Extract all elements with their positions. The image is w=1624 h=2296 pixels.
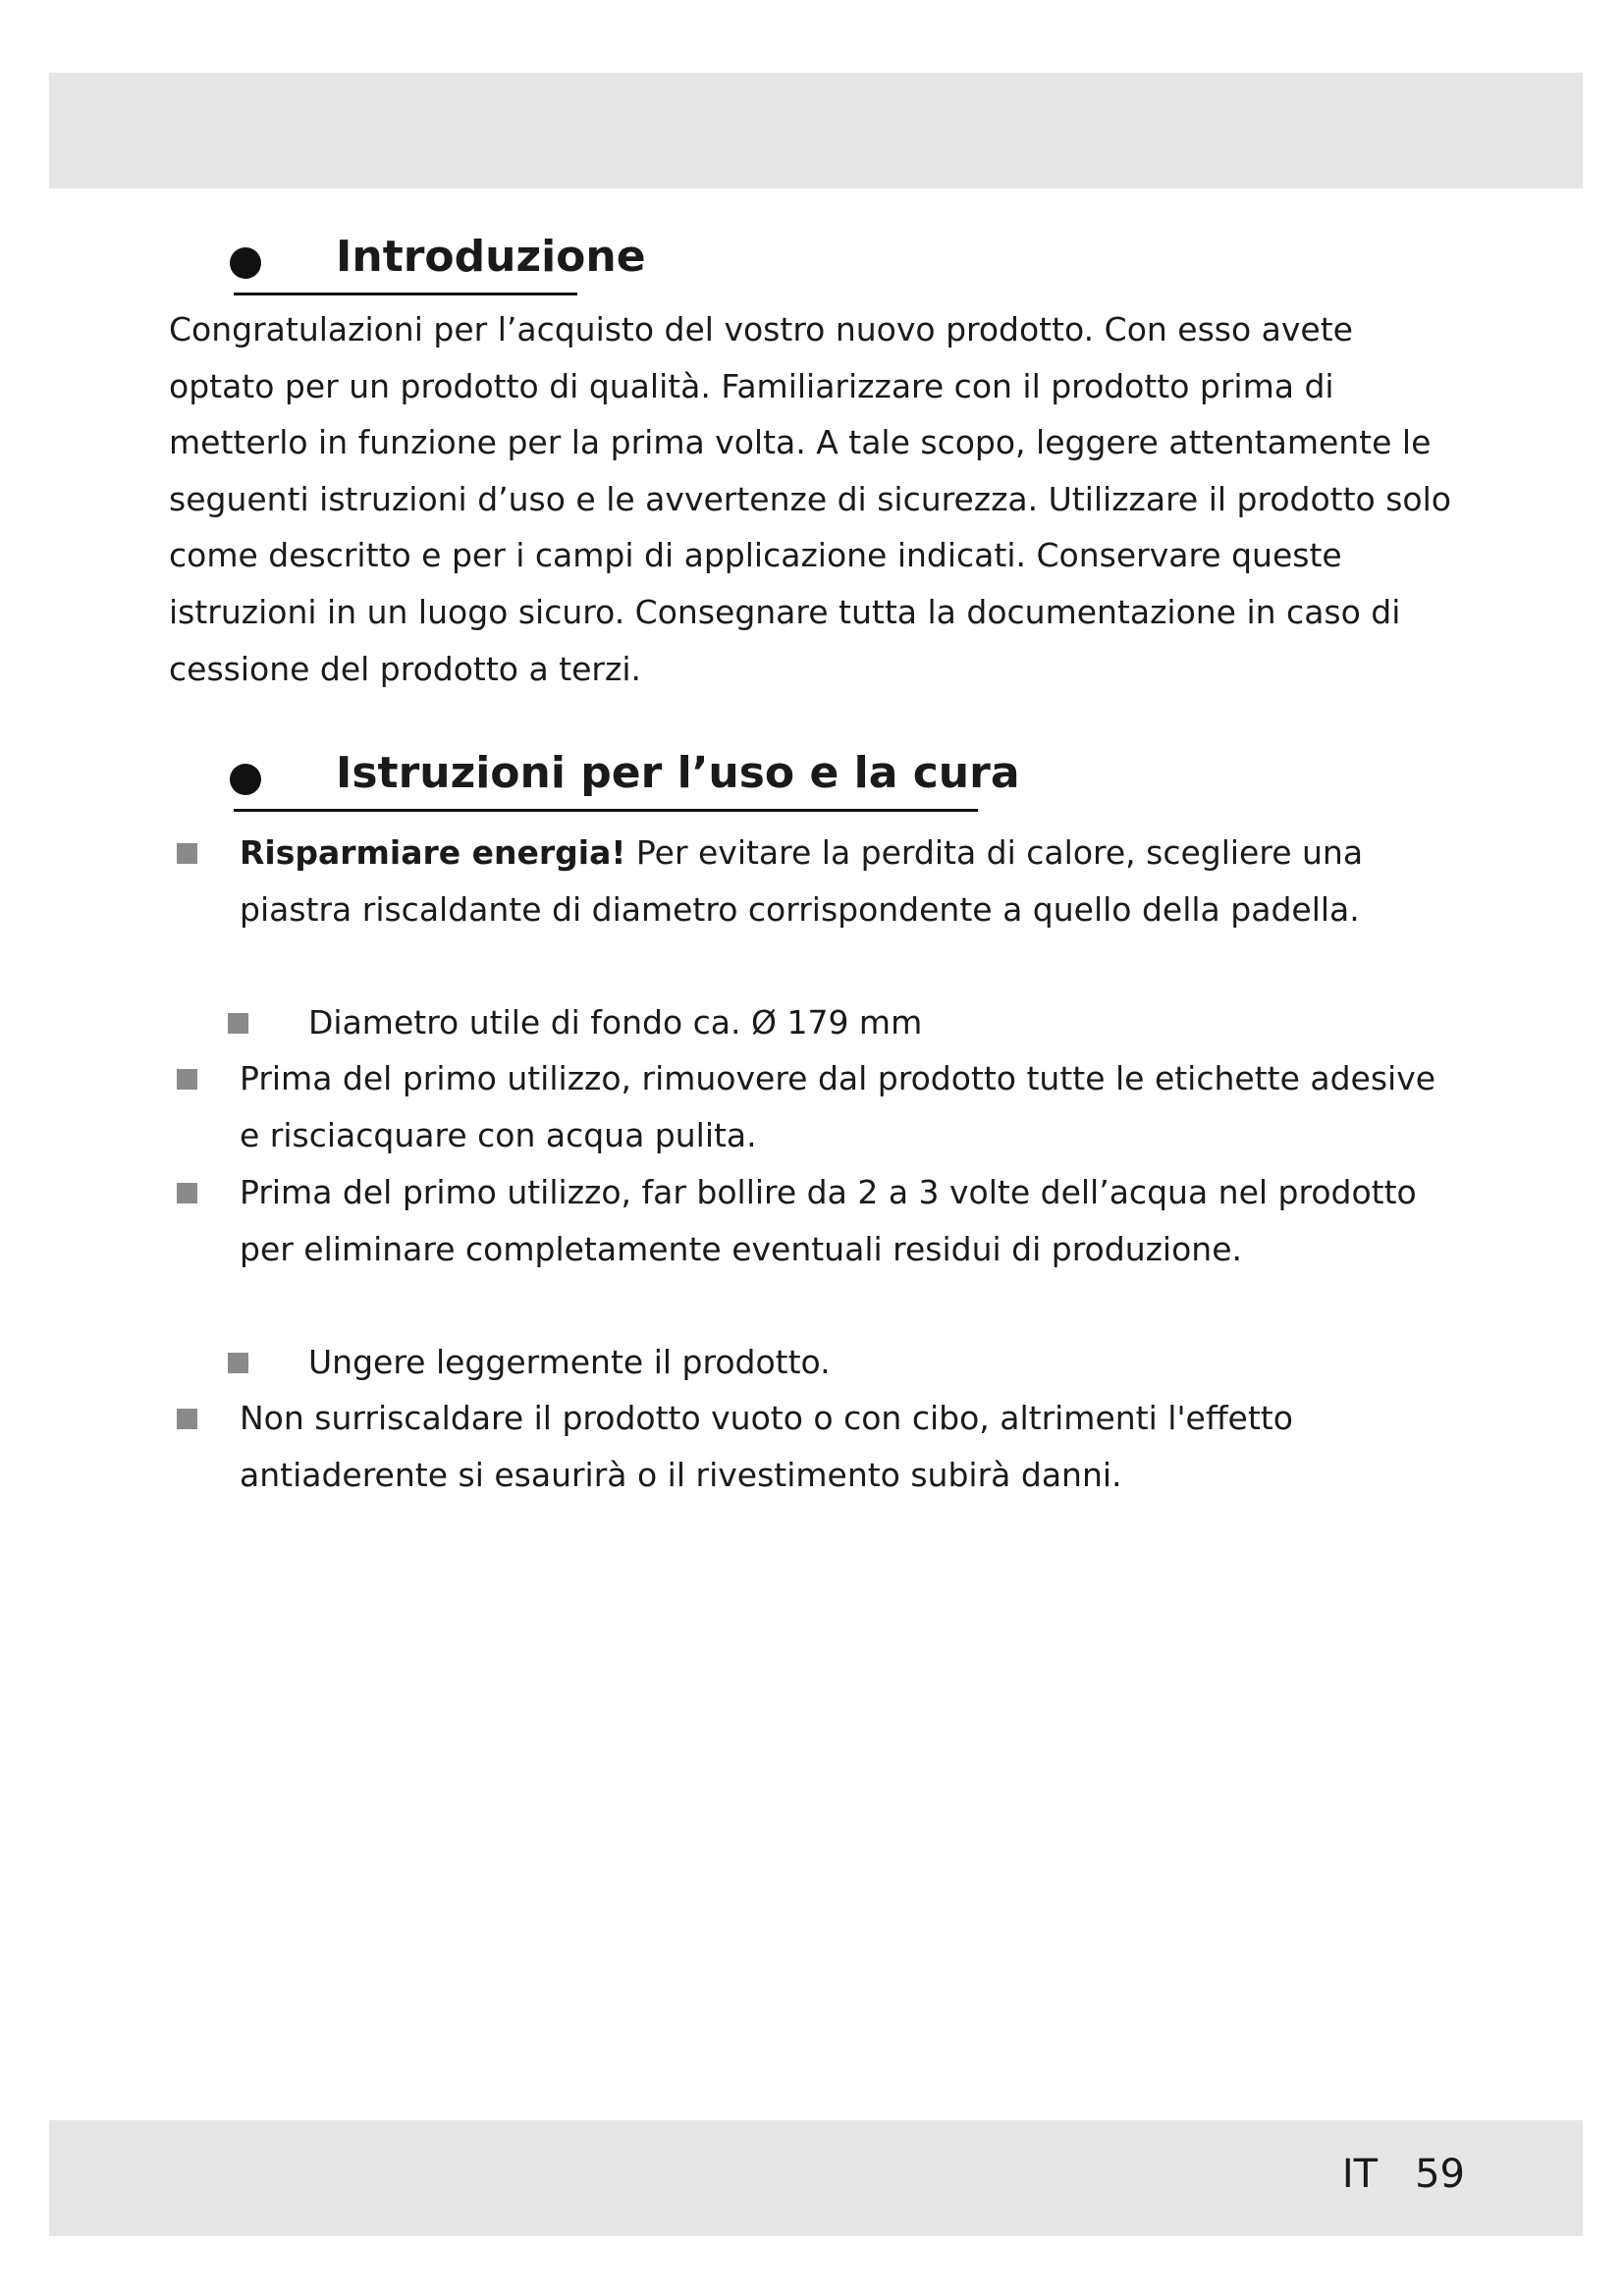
- list-item-text: Prima del primo utilizzo, rimuovere dal prodotto tutte le etichette adesive e risciacquare con acqua pulita.: [240, 1059, 1436, 1154]
- list-item-text: Per evitare la perdita di calore, scegliere una piastra riscaldante di diametro corrispondente a quello della padella.: [240, 833, 1364, 929]
- square-bullet-icon: [177, 843, 197, 864]
- square-bullet-icon: [177, 1069, 197, 1090]
- list-item-text: Ungere leggermente il prodotto.: [308, 1343, 831, 1381]
- list-item-text: Non surriscaldare il prodotto vuoto o con cibo, altrimenti l'effetto antiaderente si esaurirà o il rivestimento subirà danni.: [240, 1399, 1293, 1494]
- square-bullet-icon: [228, 1013, 248, 1034]
- bullet-dot-icon: [230, 247, 261, 279]
- list-item: [240, 1164, 1447, 1277]
- list-item-text: Diametro utile di fondo ca. Ø 179 mm: [308, 1003, 923, 1041]
- square-bullet-icon: [228, 1353, 248, 1373]
- list-item: [240, 1390, 1447, 1503]
- list-item: [240, 1050, 1447, 1163]
- list-item-text: Prima del primo utilizzo, far bollire da 2 a 3 volte dell’acqua nel prodotto per eliminare completamente eventuali residui di produzione.: [240, 1173, 1417, 1268]
- header-band: [49, 73, 1583, 188]
- list-subitem: [308, 994, 1447, 1051]
- page-number: 59: [1415, 2152, 1465, 2197]
- language-code: IT: [1341, 2152, 1379, 2197]
- list-item: [240, 825, 1447, 937]
- heading-underline: [234, 293, 577, 295]
- list-item-bold-lead: Risparmiare energia!: [240, 833, 626, 872]
- list-subitem: [308, 1334, 1447, 1391]
- heading-underline: [234, 809, 978, 812]
- square-bullet-icon: [177, 1183, 197, 1203]
- square-bullet-icon: [177, 1409, 197, 1429]
- bullet-dot-icon: [230, 764, 261, 795]
- page-footer: [1342, 2152, 1465, 2197]
- section-title-usage: Istruzioni per l’uso e la cura: [336, 748, 1020, 798]
- intro-paragraph: Congratulazioni per l’acquisto del vostro nuovo prodotto. Con esso avete optato per un prodotto di qualità. Familiarizzare con il prodotto prima di metterlo in funzione per la prima volta. A tale scopo, leggere attentamente le seguenti istruzioni d’uso e le avvertenze di sicurezza. Utilizzare il prodotto solo come descritto e per i campi di applicazione indicati. Conservare queste istruzioni in un luogo sicuro. Consegnare tutta la documentazione in caso di cessione del prodotto a terzi.: [169, 310, 1451, 688]
- section-title-intro: Introduzione: [336, 232, 646, 282]
